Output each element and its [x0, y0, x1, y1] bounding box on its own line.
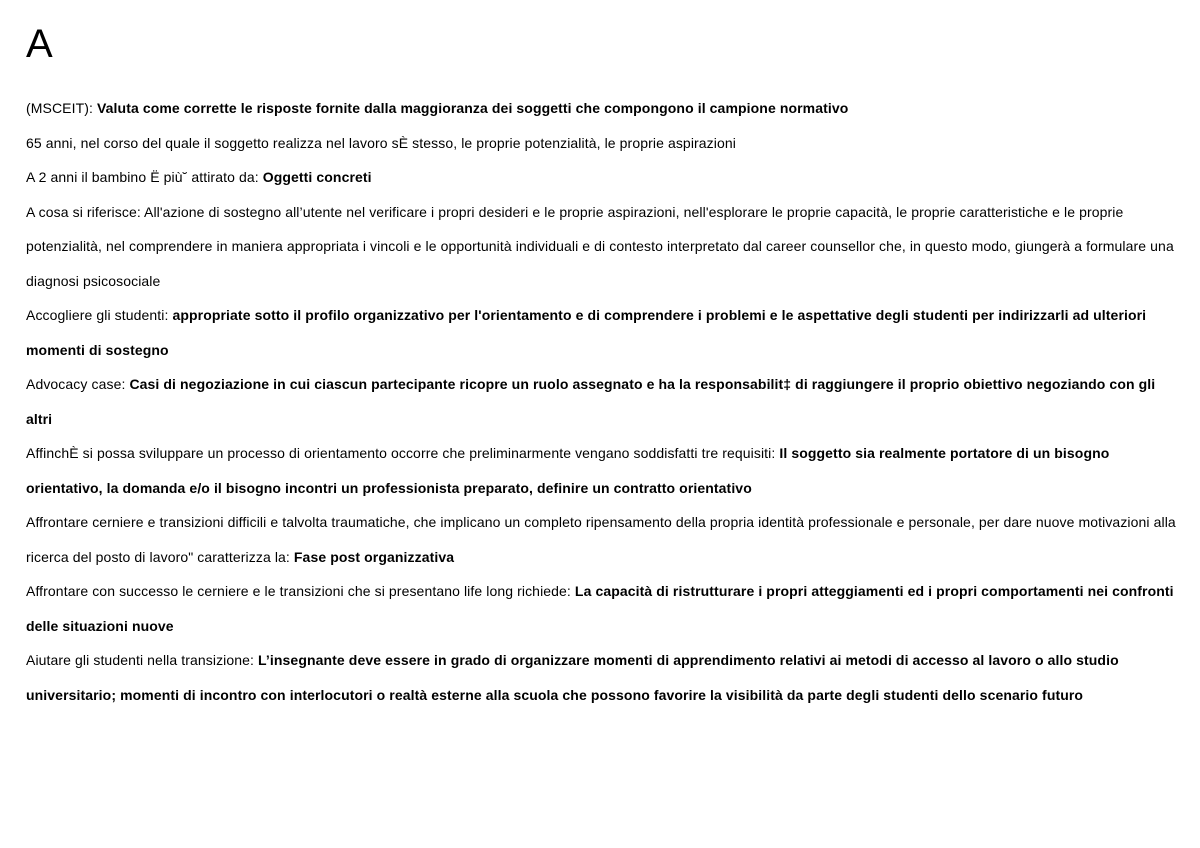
entry-question: Aiutare gli studenti nella transizione: [26, 652, 259, 668]
entry-question: (MSCEIT): [26, 100, 97, 116]
entry-a-cosa-si-riferisce [26, 195, 1176, 299]
entry-msceit [26, 91, 1176, 126]
entry-answer: appropriate sotto il profilo organizzativo per l'orientamento e di comprendere i problemi e le aspettative degli studenti per indirizzarli ad ulteriori momenti di sostegno [26, 307, 1147, 358]
entry-answer: Fase post organizzativa [293, 548, 455, 565]
entry-answer: Oggetti concreti [262, 169, 372, 185]
entry-affrontare-cerniere [26, 505, 1176, 574]
entry-affrontare-con-successo [26, 574, 1176, 643]
entry-65-anni [26, 126, 1176, 161]
document-page [26, 0, 1176, 712]
entry-question: Advocacy case: [26, 376, 130, 392]
entry-answer: Valuta come corrette le risposte fornite dalla maggioranza dei soggetti che compongono il campione normativo [97, 100, 849, 116]
entry-question: AffinchÈ si possa sviluppare un processo di orientamento occorre che preliminarmente vengano soddisfatti tre requisiti: [26, 445, 780, 461]
entry-answer: Il soggetto sia realmente portatore di un bisogno orientativo, la domanda e/o il bisogno incontri un professionista preparato, definire un contratto orientativo [26, 445, 1110, 496]
entry-answer: L’insegnante deve essere in grado di organizzare momenti di apprendimento relativi ai metodi di accesso al lavoro o allo studio universitario; momenti di incontro con interlocutori o realtà esterne alla scuola che possono favorire la visibilità da parte degli studenti dello scenario futuro [26, 652, 1119, 703]
entry-question: A 2 anni il bambino Ë più˘ attirato da: [26, 169, 263, 185]
entry-question: A cosa si riferisce: All'azione di sostegno all’utente nel verificare i propri desideri e le proprie aspirazioni, nell'esplorare le proprie capacità, le proprie caratteristiche e le proprie potenzialità, nel comprendere in maniera appropriata i vincoli e le opportunità individuali e di contesto interpretato dal career counsellor che, in questo modo, giungerà a formulare una diagnosi psicosociale [26, 203, 1174, 289]
entry-advocacy-case [26, 367, 1176, 436]
entry-accogliere [26, 298, 1176, 367]
entry-question: Accogliere gli studenti: [26, 307, 173, 323]
entry-answer: Casi di negoziazione in cui ciascun partecipante ricopre un ruolo assegnato e ha la responsabilit‡ di raggiungere il proprio obiettivo negoziando con gli altri [26, 376, 1156, 427]
entry-affinche [26, 436, 1176, 505]
entry-list [26, 91, 1176, 712]
entry-answer: La capacità di ristrutturare i propri atteggiamenti ed i propri comportamenti nei confronti delle situazioni nuove [26, 583, 1174, 634]
section-letter-heading: A [26, 22, 52, 66]
entry-2-anni [26, 160, 1176, 195]
entry-question: Affrontare cerniere e transizioni difficili e talvolta traumatiche, che implicano un completo ripensamento della propria identità professionale e personale, per dare nuove motivazioni alla ricerca del posto di lavoro" caratterizza la: [26, 514, 1176, 565]
entry-question: Affrontare con successo le cerniere e le transizioni che si presentano life long richiede: [26, 583, 575, 599]
entry-aiutare-studenti [26, 643, 1176, 712]
entry-question: 65 anni, nel corso del quale il soggetto realizza nel lavoro sÈ stesso, le proprie potenzialità, le proprie aspirazioni [26, 134, 736, 151]
